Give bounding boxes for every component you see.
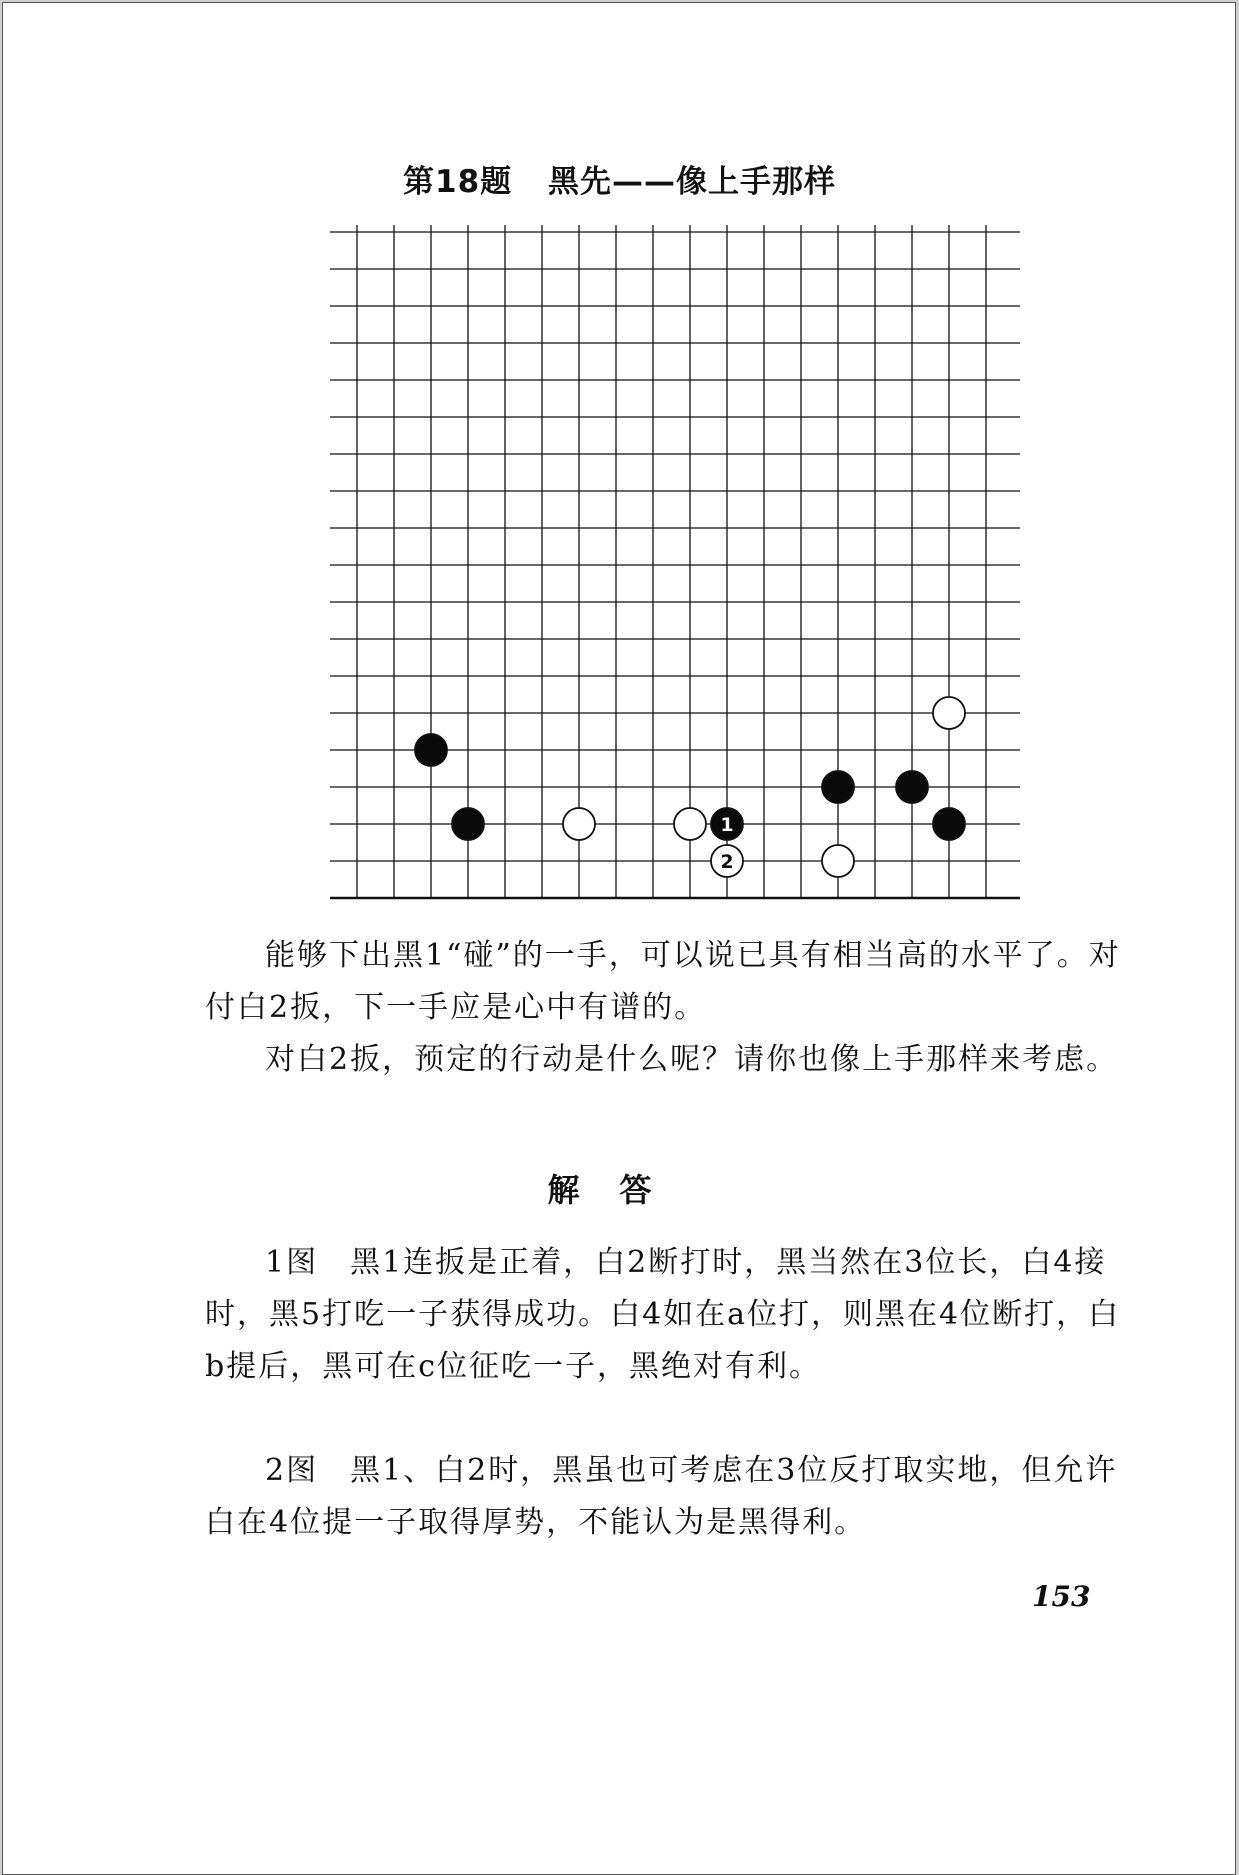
problem-paragraph-1: 能够下出黑1“碰”的一手，可以说已具有相当高的水平了。对付白2扳，下一手应是心中有谱的。: [205, 938, 1121, 1025]
problem-subtitle: 黑先——像上手那样: [547, 164, 836, 200]
go-board-diagram: [330, 225, 1020, 910]
black-stone: [822, 771, 854, 803]
white-stone: [822, 845, 854, 877]
black-stone: [896, 771, 928, 803]
black-stone: [933, 808, 965, 840]
problem-title: [0, 156, 1239, 201]
white-stone: [933, 697, 965, 729]
page-number: 153: [1032, 1580, 1091, 1613]
black-stone: [452, 808, 484, 840]
answer-paragraph-2: 2图 黑1、白2时，黑虽也可考虑在3位反打取实地，但允许白在4位提一子取得厚势，不能认为是黑得利。: [205, 1453, 1118, 1540]
white-stone: [674, 808, 706, 840]
problem-paragraph-2: 对白2扳，预定的行动是什么呢？请你也像上手那样来考虑。: [265, 1042, 1119, 1077]
move-number-label: 1: [720, 814, 734, 836]
black-stone: [415, 734, 447, 766]
answer-paragraph-1: 1图 黑1连扳是正着，白2断打时，黑当然在3位长，白4接时，黑5打吃一子获得成功。白4如在a位打，则黑在4位断打，白b提后，黑可在c位征吃一子，黑绝对有利。: [205, 1245, 1121, 1384]
problem-number: 第18题: [403, 164, 513, 200]
move-number-label: 2: [720, 851, 734, 873]
white-stone: [563, 808, 595, 840]
answer-heading: 解答: [547, 1171, 692, 1209]
